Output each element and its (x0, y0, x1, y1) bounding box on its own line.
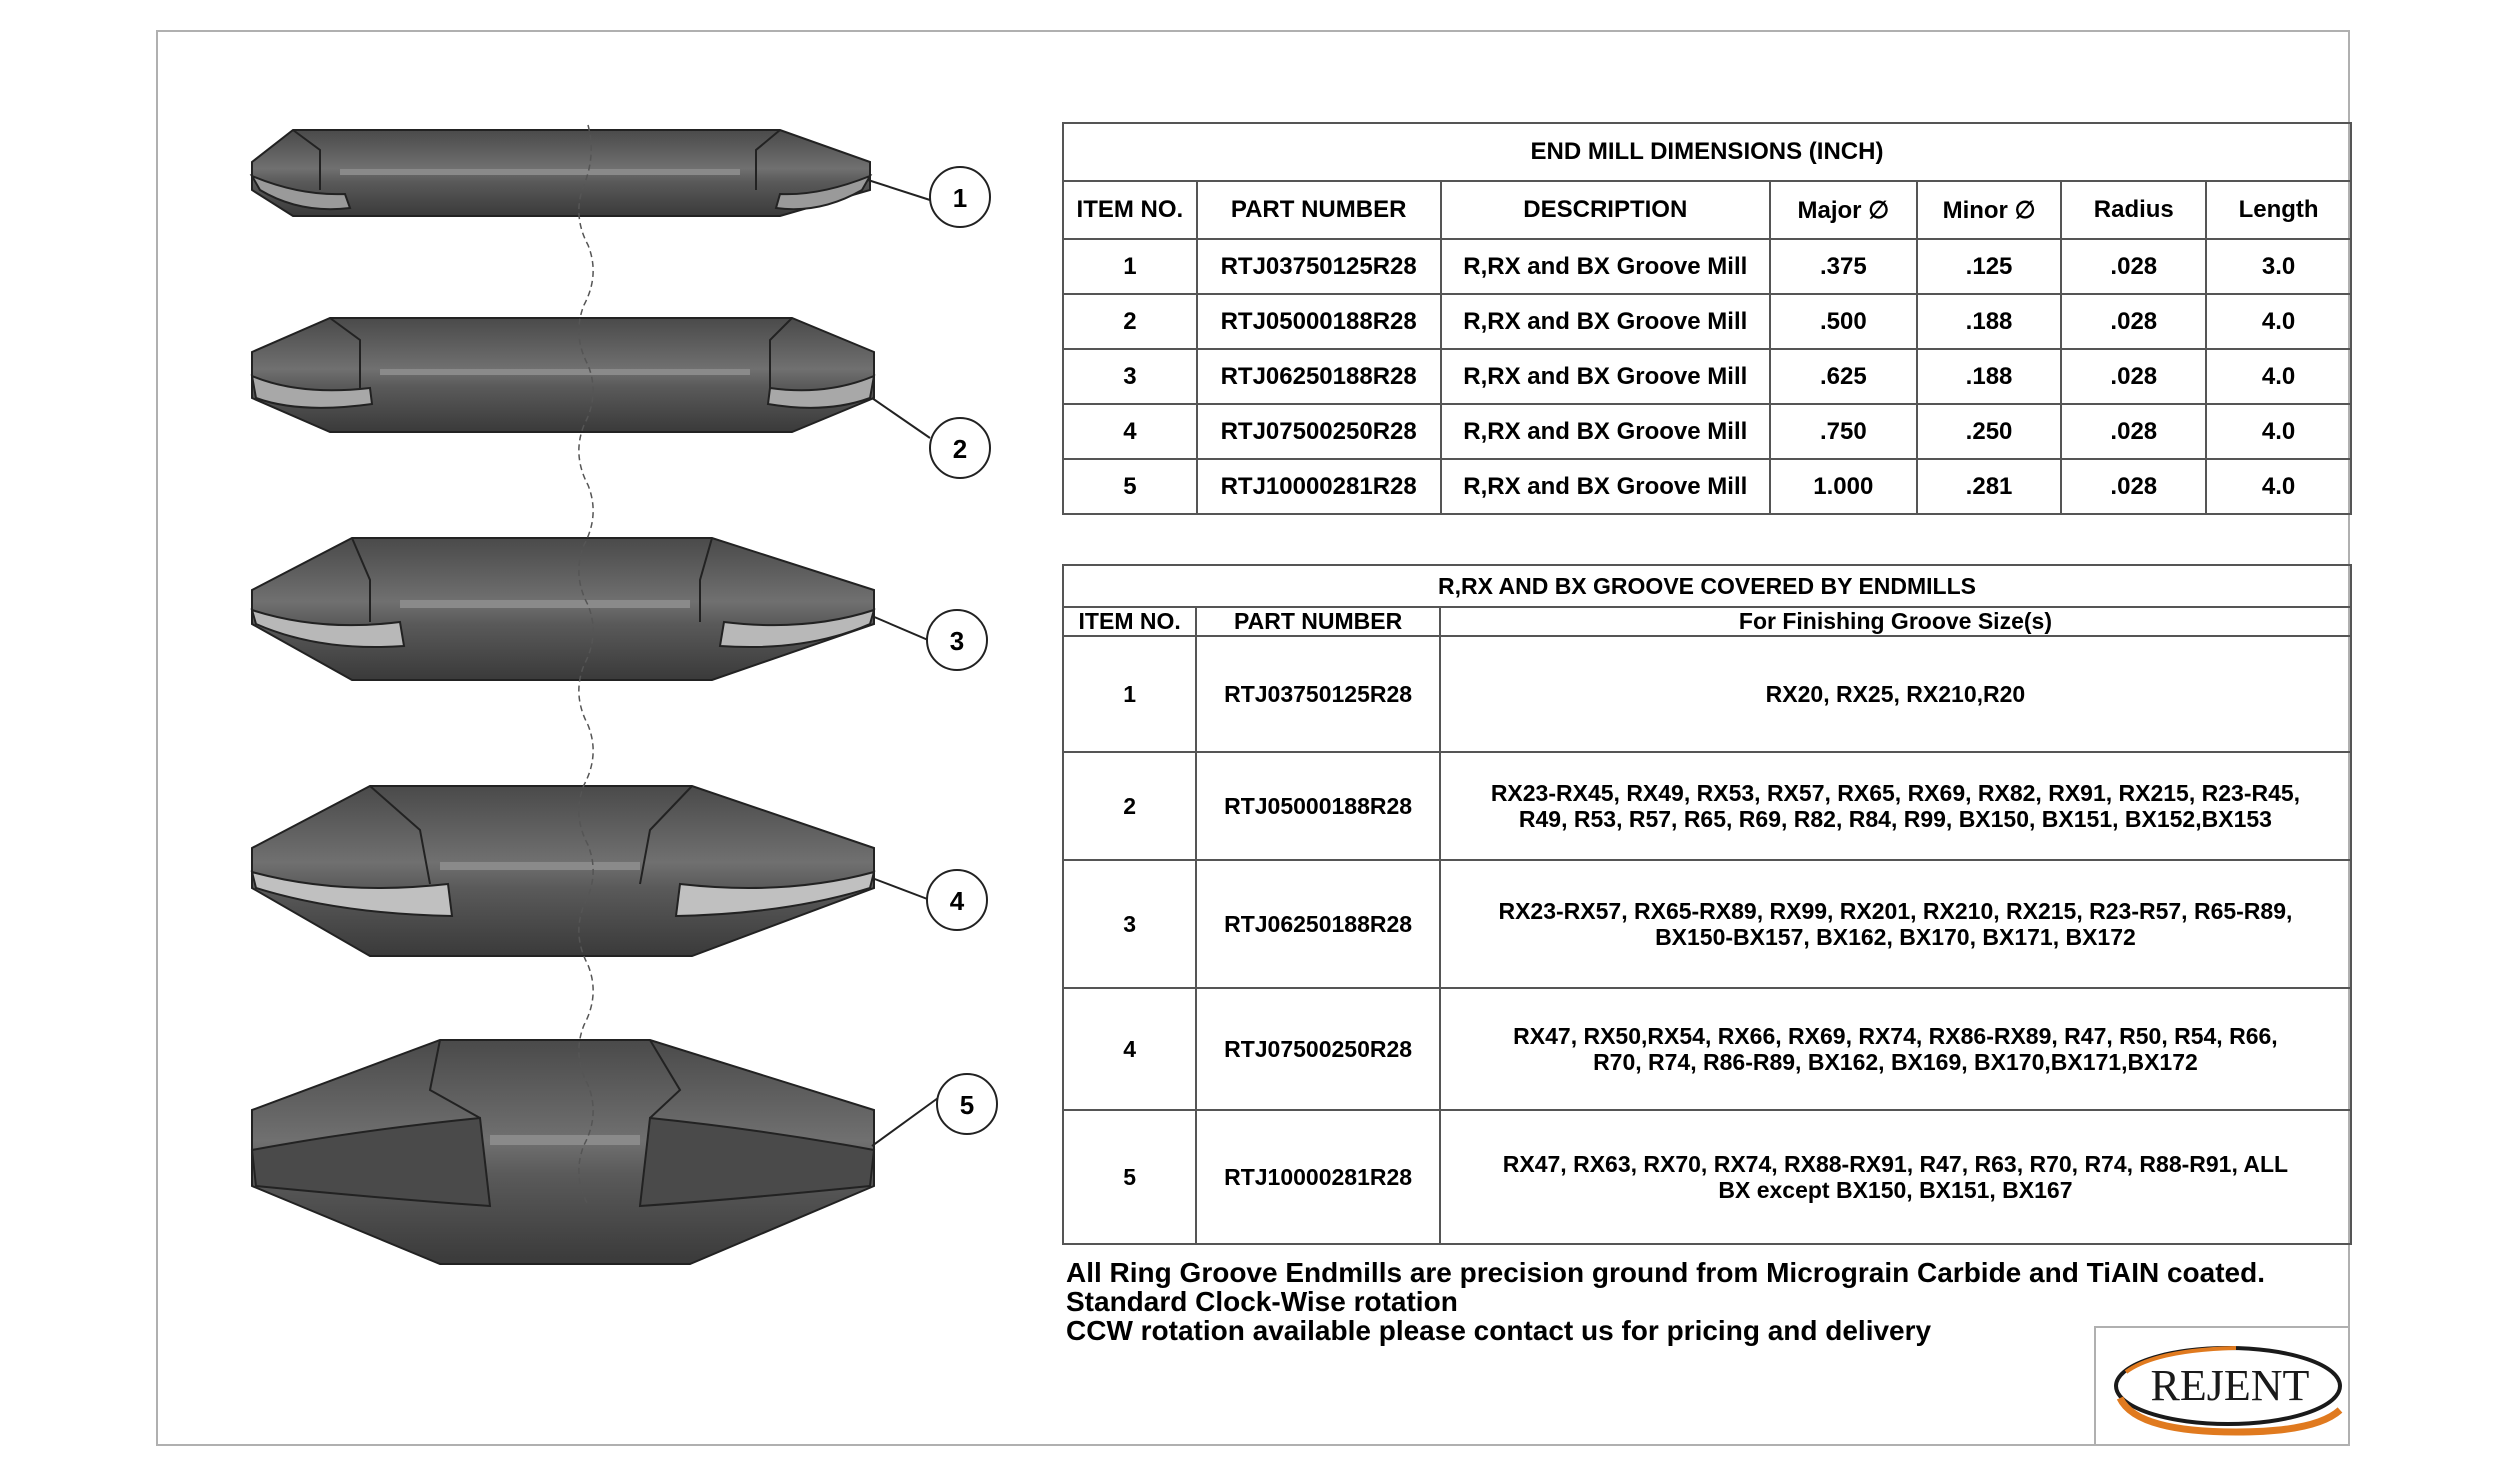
cell-groove-sizes (1440, 988, 2351, 1110)
cell-part: RTJ06250188R28 (1197, 349, 1441, 404)
cell-part: RTJ10000281R28 (1197, 459, 1441, 514)
table-row (1063, 349, 2351, 404)
end-mill-dimensions-table (1062, 122, 2352, 515)
cell-description: R,RX and BX Groove Mill (1441, 459, 1770, 514)
logo-box (2094, 1326, 2348, 1444)
cell-description: R,RX and BX Groove Mill (1441, 349, 1770, 404)
item-balloon-1 (930, 167, 990, 227)
svg-text:5: 5 (959, 1090, 975, 1120)
cell-length: 3.0 (2206, 239, 2351, 294)
cell-major: 1.000 (1770, 459, 1917, 514)
groove-sizes-line: R70, R74, R86-R89, BX162, BX169, BX170,BX171,BX172 (1593, 1049, 2198, 1075)
cell-description: R,RX and BX Groove Mill (1441, 294, 1770, 349)
cell-length: 4.0 (2206, 404, 2351, 459)
cell-part: RTJ06250188R28 (1196, 860, 1440, 988)
table-row (1063, 239, 2351, 294)
groove-sizes-line: BX except BX150, BX151, BX167 (1718, 1177, 2073, 1203)
table-row (1063, 294, 2351, 349)
header-radius: Radius (2061, 181, 2206, 239)
cell-minor: .188 (1917, 349, 2062, 404)
table-row (1063, 636, 2351, 752)
cell-part: RTJ07500250R28 (1197, 404, 1441, 459)
endmill-1-drawing (252, 130, 870, 216)
cell-radius: .028 (2061, 349, 2206, 404)
header-part-number: PART NUMBER (1196, 607, 1440, 636)
item-balloon-3 (927, 610, 987, 670)
table-row (1063, 752, 2351, 860)
cell-item: 3 (1063, 860, 1196, 988)
cell-groove-sizes (1440, 752, 2351, 860)
cell-item: 4 (1063, 404, 1197, 459)
cell-item: 3 (1063, 349, 1197, 404)
cell-item: 1 (1063, 239, 1197, 294)
cell-length: 4.0 (2206, 349, 2351, 404)
table-row (1063, 1110, 2351, 1244)
groove-table-title: R,RX AND BX GROOVE COVERED BY ENDMILLS (1063, 565, 2351, 607)
cell-groove-sizes (1440, 860, 2351, 988)
header-major-diameter: Major ∅ (1770, 181, 1917, 239)
cell-part: RTJ03750125R28 (1196, 636, 1440, 752)
groove-sizes-line: RX47, RX63, RX70, RX74, RX88-RX91, R47, R63, R70, R74, R88-R91, ALL (1502, 1151, 2289, 1177)
groove-sizes-line: BX150-BX157, BX162, BX170, BX171, BX172 (1655, 924, 2136, 950)
cell-part: RTJ05000188R28 (1197, 294, 1441, 349)
item-balloon-4 (927, 870, 987, 930)
svg-text:3: 3 (949, 626, 965, 656)
note-line: CCW rotation available please contact us for pricing and delivery (1066, 1315, 1932, 1346)
notes-block (1066, 1258, 2265, 1345)
svg-text:REJENT: REJENT (2150, 1361, 2310, 1410)
endmill-4-drawing (252, 786, 874, 956)
cell-length: 4.0 (2206, 459, 2351, 514)
cell-minor: .250 (1917, 404, 2062, 459)
cell-part: RTJ07500250R28 (1196, 988, 1440, 1110)
cell-description: R,RX and BX Groove Mill (1441, 404, 1770, 459)
groove-coverage-table (1062, 564, 2352, 1245)
cell-item: 1 (1063, 636, 1196, 752)
table-row (1063, 459, 2351, 514)
cell-groove-sizes (1440, 636, 2351, 752)
cell-major: .625 (1770, 349, 1917, 404)
table-row (1063, 404, 2351, 459)
item-balloon-2 (930, 418, 990, 478)
cell-minor: .188 (1917, 294, 2062, 349)
cell-radius: .028 (2061, 459, 2206, 514)
svg-text:1: 1 (952, 183, 968, 213)
cell-minor: .125 (1917, 239, 2062, 294)
cell-part: RTJ05000188R28 (1196, 752, 1440, 860)
header-minor-diameter: Minor ∅ (1917, 181, 2062, 239)
cell-radius: .028 (2061, 404, 2206, 459)
note-line: Standard Clock-Wise rotation (1066, 1286, 1458, 1317)
header-groove-sizes: For Finishing Groove Size(s) (1440, 607, 2351, 636)
cell-part: RTJ03750125R28 (1197, 239, 1441, 294)
cell-groove-sizes (1440, 1110, 2351, 1244)
cell-major: .500 (1770, 294, 1917, 349)
header-description: DESCRIPTION (1441, 181, 1770, 239)
svg-text:2: 2 (952, 434, 968, 464)
cell-length: 4.0 (2206, 294, 2351, 349)
groove-sizes-line: RX23-RX57, RX65-RX89, RX99, RX201, RX210, RX215, R23-R57, R65-R89, (1498, 898, 2293, 924)
note-line: All Ring Groove Endmills are precision ground from Micrograin Carbide and TiAIN coated. (1066, 1257, 2265, 1288)
endmill-2-drawing (252, 318, 874, 432)
cell-item: 2 (1063, 294, 1197, 349)
table-row (1063, 988, 2351, 1110)
endmill-3-drawing (252, 538, 874, 680)
endmill-5-drawing (252, 1040, 874, 1264)
header-item-no: ITEM NO. (1063, 181, 1197, 239)
cell-description: R,RX and BX Groove Mill (1441, 239, 1770, 294)
svg-text:4: 4 (949, 886, 965, 916)
endmill-drawings (0, 0, 1060, 1476)
header-item-no: ITEM NO. (1063, 607, 1196, 636)
cell-radius: .028 (2061, 294, 2206, 349)
dimensions-table-title: END MILL DIMENSIONS (INCH) (1063, 123, 2351, 181)
cell-part: RTJ10000281R28 (1196, 1110, 1440, 1244)
cell-item: 5 (1063, 459, 1197, 514)
header-length: Length (2206, 181, 2351, 239)
groove-sizes-line: RX23-RX45, RX49, RX53, RX57, RX65, RX69, RX82, RX91, RX215, R23-R45, (1490, 780, 2301, 806)
cell-radius: .028 (2061, 239, 2206, 294)
header-part-number: PART NUMBER (1197, 181, 1441, 239)
groove-sizes-line: RX47, RX50,RX54, RX66, RX69, RX74, RX86-RX89, R47, R50, R54, R66, (1513, 1023, 2278, 1049)
cell-major: .750 (1770, 404, 1917, 459)
groove-sizes-line: R49, R53, R57, R65, R69, R82, R84, R99, BX150, BX151, BX152,BX153 (1518, 806, 2272, 832)
cell-minor: .281 (1917, 459, 2062, 514)
cell-item: 2 (1063, 752, 1196, 860)
cell-item: 4 (1063, 988, 1196, 1110)
groove-sizes-line: RX20, RX25, RX210,R20 (1765, 681, 2026, 707)
rejent-logo (2096, 1328, 2350, 1446)
cell-item: 5 (1063, 1110, 1196, 1244)
table-row (1063, 860, 2351, 988)
cell-major: .375 (1770, 239, 1917, 294)
item-balloon-5 (937, 1074, 997, 1134)
